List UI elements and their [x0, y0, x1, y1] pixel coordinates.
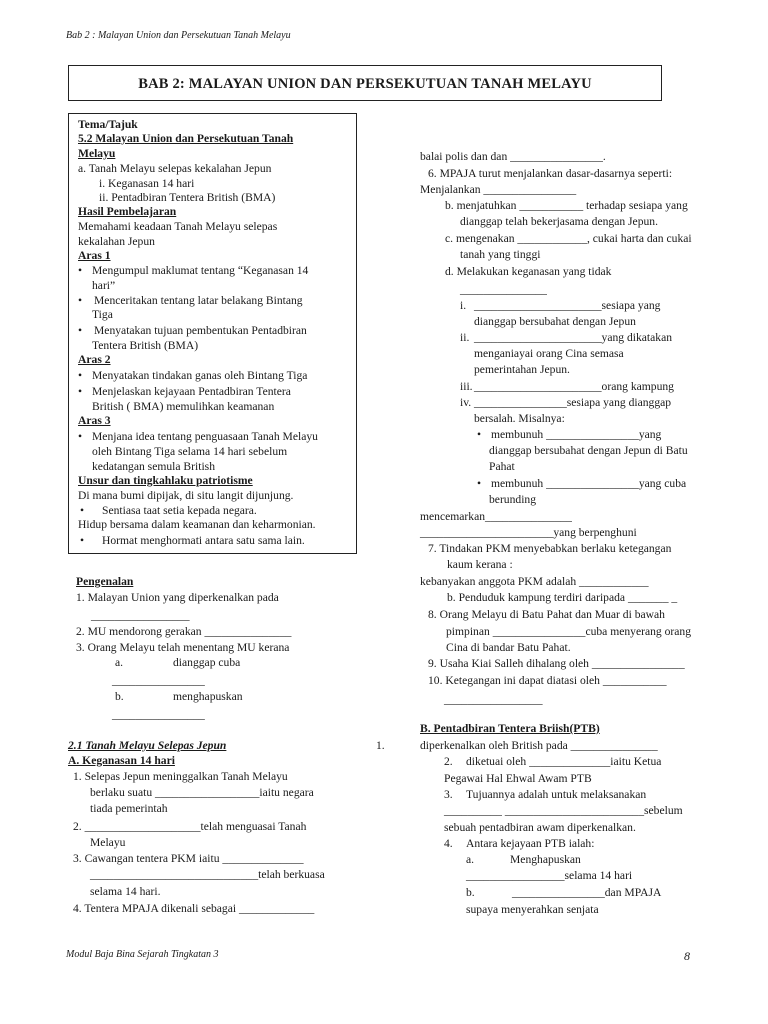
right-b4-b-line1: ________________dan MPAJA [512, 886, 662, 899]
left-k1-line1: 1. Selepas Jepun meninggalkan Tanah Melayu [73, 770, 288, 783]
box-heading-unsur: Unsur dan tingkahlaku patriotisme [78, 474, 253, 487]
right-q6-b-line2: dianggap telah bekerjasama dengan Jepun. [460, 215, 658, 228]
right-b2-label: 2. [444, 755, 453, 768]
box-subtopic-a: a. Tanah Melayu selepas kekalahan Jepun [78, 162, 272, 175]
box-aras2-item2-line2: British ( BMA) memulihkan keamanan [92, 400, 275, 413]
right-b3-line2: __________ ________________________sebelum [444, 804, 683, 817]
left-q2: 2. MU mendorong gerakan _______________ [76, 625, 292, 638]
left-q3-a-text: dianggap cuba [173, 656, 241, 669]
right-q6-line1: 6. MPAJA turut menjalankan dasar-dasarnya seperti: [428, 167, 673, 180]
box-unsur-item1: Sentiasa taat setia kepada negara. [102, 504, 257, 517]
right-b2-line1: diketuai oleh ______________iaitu Ketua [466, 755, 662, 768]
bullet-icon: • [80, 534, 85, 547]
right-d-i-label: i. [460, 299, 467, 312]
bullet-icon: • [80, 504, 85, 517]
bullet-icon: • [78, 264, 83, 277]
left-k3-line3: selama 14 hari. [90, 885, 161, 898]
right-q6-c-line2: tanah yang tinggi [460, 248, 541, 261]
bullet-icon: • [78, 294, 83, 307]
right-d-iv-line2: bersalah. Misalnya: [474, 412, 565, 425]
right-q5-cont: balai polis dan dan ________________. [420, 150, 606, 163]
left-k2-line2: Melayu [90, 836, 126, 849]
right-q6-d-blank: _______________ [460, 283, 547, 296]
right-b1-text: diperkenalkan oleh British pada _______________ [420, 739, 658, 752]
right-b4-label: 4. [444, 837, 453, 850]
box-aras3-item1-line3: kedatangan semula British [92, 460, 215, 473]
chapter-title: BAB 2: MALAYAN UNION DAN PERSEKUTUAN TANAH MELAYU [138, 76, 592, 92]
bullet-icon: • [78, 369, 83, 382]
right-iv-b2-line2: berunding [489, 493, 537, 506]
box-subtopic-ii: ii. Pentadbiran Tentera British (BMA) [99, 191, 276, 204]
heading-section-2-1: 2.1 Tanah Melayu Selepas Jepun [68, 739, 227, 752]
right-iv-b1-line3: Pahat [489, 460, 515, 473]
right-q8-line1: 8. Orang Melayu di Batu Pahat dan Muar di bawah [428, 608, 665, 621]
running-header: Bab 2 : Malayan Union dan Persekutuan Tanah Melayu [66, 30, 291, 41]
box-aras1-item2-line2: Tiga [92, 308, 113, 321]
bullet-icon: • [78, 430, 83, 443]
right-b3-label: 3. [444, 788, 453, 801]
box-heading-tema: Tema/Tajuk [78, 118, 138, 131]
bullet-icon: • [78, 324, 83, 337]
left-q1-line1: 1. Malayan Union yang diperkenalkan pada [76, 591, 279, 604]
box-aras1-item3-line1: Menyatakan tujuan pembentukan Pentadbiran [94, 324, 307, 337]
box-aras3-item1-line1: Menjana idea tentang penguasaan Tanah Melayu [92, 430, 318, 443]
right-b4-b-line2: supaya menyerahkan senjata [466, 903, 599, 916]
heading-pengenalan: Pengenalan [76, 575, 134, 588]
right-d-iii-label: iii. [460, 380, 473, 393]
right-q9: 9. Usaha Kiai Salleh dihalang oleh ________________ [428, 657, 685, 670]
right-q8-line2: pimpinan ________________cuba menyerang orang [446, 625, 692, 638]
chapter-title-box [68, 65, 662, 101]
left-q3-b-label: b. [115, 690, 124, 703]
right-iv-b1-line2: dianggap bersubahat dengan Jepun di Batu [489, 444, 688, 457]
box-unsur-line2: Hidup bersama dalam keamanan dan keharmonian. [78, 518, 316, 531]
heading-keganasan-14-hari: A. Keganasan 14 hari [68, 754, 175, 767]
right-q10-blank: _________________ [444, 693, 543, 706]
right-d-i-line1: ______________________sesiapa yang [474, 299, 661, 312]
box-aras1-item3-line2: Tentera British (BMA) [92, 339, 199, 352]
box-hasil-line2: kekalahan Jepun [78, 235, 155, 248]
right-q7-line2: kaum kerana : [447, 558, 513, 571]
box-heading-aras2: Aras 2 [78, 353, 111, 366]
bullet-icon: • [78, 385, 83, 398]
right-b4-b-label: b. [466, 886, 475, 899]
page-number: 8 [684, 949, 690, 963]
box-subtopic-i: i. Keganasan 14 hari [99, 177, 195, 190]
footer-module-name: Modul Baja Bina Sejarah Tingkatan 3 [66, 949, 219, 960]
box-heading-aras1: Aras 1 [78, 249, 111, 262]
right-mencemarkan: mencemarkan_______________ [420, 510, 572, 523]
right-q8-line3: Cina di bandar Batu Pahat. [446, 641, 571, 654]
right-d-ii-line3: pemerintahan Jepun. [474, 363, 570, 376]
box-hasil-line1: Memahami keadaan Tanah Melayu selepas [78, 220, 278, 233]
box-aras2-item2-line1: Menjelaskan kejayaan Pentadbiran Tentera [92, 385, 291, 398]
right-q7-line1: 7. Tindakan PKM menyebabkan berlaku ketegangan [428, 542, 672, 555]
bullet-icon: • [477, 477, 482, 490]
right-d-ii-line2: menganiayai orang Cina semasa [474, 347, 624, 360]
right-b3-line1: Tujuannya adalah untuk melaksanakan [466, 788, 647, 801]
box-topic-line1: 5.2 Malayan Union dan Persekutuan Tanah [78, 132, 294, 145]
right-b4-a-blank: _________________selama 14 hari [466, 869, 633, 882]
box-aras3-item1-line2: oleh Bintang Tiga selama 14 hari sebelum [92, 445, 288, 458]
left-q3: 3. Orang Melayu telah menentang MU kerana [76, 641, 290, 654]
left-k2-line1: 2. ____________________telah menguasai Tanah [73, 820, 307, 833]
box-aras1-item1-line2: hari” [92, 279, 116, 292]
right-q6-b-line1: b. menjatuhkan ___________ terhadap sesiapa yang [445, 199, 688, 212]
right-d-iv-line1: ________________sesiapa yang dianggap [474, 396, 672, 409]
box-aras1-item1-line1: Mengumpul maklumat tentang “Keganasan 14 [92, 264, 309, 277]
heading-ptb: B. Pentadbiran Tentera Briish(PTB) [420, 722, 600, 735]
left-k3-line2: _____________________________telah berkuasa [90, 868, 325, 881]
bullet-icon: • [477, 428, 482, 441]
box-unsur-item2: Hormat menghormati antara satu sama lain. [102, 534, 305, 547]
right-b3-line3: sebuah pentadbiran awam diperkenalkan. [444, 821, 636, 834]
left-k1-line2: berlaku suatu __________________iaitu negara [90, 786, 314, 799]
right-d-iv-label: iv. [460, 396, 472, 409]
right-b4-a-text: Menghapuskan [510, 853, 581, 866]
right-q7-a: kebanyakan anggota PKM adalah ____________ [420, 575, 649, 588]
left-q3-a-blank: ________________ [112, 674, 205, 687]
right-iv-b1-line1: membunuh ________________yang [491, 428, 662, 441]
box-unsur-line1: Di mana bumi dipijak, di situ langit dijunjung. [78, 489, 294, 502]
right-d-ii-line1: ______________________yang dikatakan [474, 331, 673, 344]
box-heading-hasil: Hasil Pembelajaran [78, 205, 177, 218]
box-aras1-item2-line1: Menceritakan tentang latar belakang Bintang [94, 294, 303, 307]
left-k1-line3: tiada pemerintah [90, 802, 168, 815]
left-k3-line1: 3. Cawangan tentera PKM iaitu ______________ [73, 852, 304, 865]
right-q7-b: b. Penduduk kampung terdiri daripada _______ _ [447, 591, 678, 604]
right-q6-c-line1: c. mengenakan ____________, cukai harta dan cukai [445, 232, 692, 245]
right-q10-line1: 10. Ketegangan ini dapat diatasi oleh ___________ [428, 674, 667, 687]
right-q6-d-line1: d. Melakukan keganasan yang tidak [445, 265, 612, 278]
right-b4-a-label: a. [466, 853, 475, 866]
right-d-i-line2: dianggap bersubahat dengan Jepun [474, 315, 636, 328]
right-q6-line2: Menjalankan ________________ [420, 183, 577, 196]
left-q3-b-blank: ________________ [112, 708, 205, 721]
right-berpenghuni: _______________________yang berpenghuni [420, 526, 637, 539]
right-d-ii-label: ii. [460, 331, 470, 344]
right-b4-line1: Antara kejayaan PTB ialah: [466, 837, 595, 850]
left-q1-blank: _________________ [91, 609, 190, 622]
right-b1-label: 1. [376, 739, 385, 752]
right-b2-line2: Pegawai Hal Ehwal Awam PTB [444, 772, 592, 785]
left-k4: 4. Tentera MPAJA dikenali sebagai _____________ [73, 902, 315, 915]
box-topic-line2: Melayu [78, 147, 116, 160]
left-q3-b-text: menghapuskan [173, 690, 243, 703]
box-heading-aras3: Aras 3 [78, 414, 111, 427]
right-d-iii-line1: ______________________orang kampung [474, 380, 674, 393]
left-q3-a-label: a. [115, 656, 124, 669]
right-iv-b2-line1: membunuh ________________yang cuba [491, 477, 687, 490]
box-aras2-item1: Menyatakan tindakan ganas oleh Bintang Tiga [92, 369, 308, 382]
